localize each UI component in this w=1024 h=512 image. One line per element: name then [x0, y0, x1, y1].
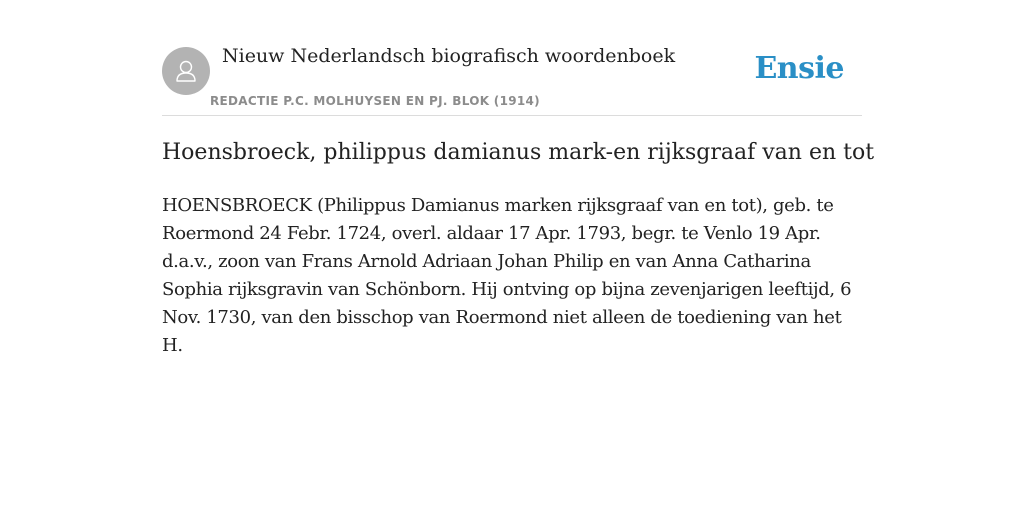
book-title[interactable]: Nieuw Nederlandsch biografisch woordenboek: [222, 45, 676, 67]
article-body: HOENSBROECK (Philippus Damianus marken rijksgraaf van en tot), geb. te Roermond 24 Febr. 1724, overl. aldaar 17 Apr. 1793, begr. te Venlo 19 Apr. d.a.v., zoon van Frans Arnold Adriaan Johan Philip en van Anna Catharina Sophia rijksgravin van Schönborn. Hij ontving op bijna zevenjarigen leeftijd, 6 Nov. 1730, van den bisschop van Roermond niet alleen de toediening van het H.: [162, 195, 852, 356]
article-title: Hoensbroeck, philippus damianus mark-en rijksgraaf van en tot: [162, 140, 875, 165]
avatar: [162, 47, 210, 95]
header: [162, 0, 862, 116]
editors-credit: REDACTIE P.C. MOLHUYSEN EN PJ. BLOK (1914): [210, 94, 540, 108]
ensie-logo[interactable]: Ensie: [754, 51, 844, 86]
user-placeholder-icon: [171, 56, 201, 86]
